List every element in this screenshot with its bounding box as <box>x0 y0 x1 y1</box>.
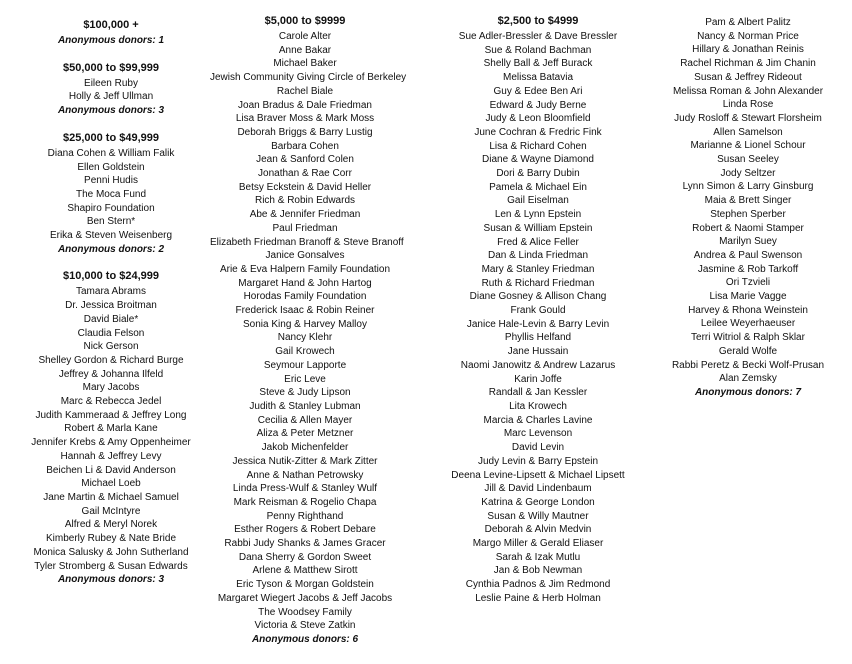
donor-name: Susan Seeley <box>717 154 779 166</box>
donor-name: Karin Joffe <box>514 373 562 385</box>
donor-name: Janice Gonsalves <box>265 250 345 262</box>
donor-name: Shapiro Foundation <box>67 202 155 214</box>
donor-name: Marc Levenson <box>503 428 573 440</box>
donor-name: Jonathan & Rae Corr <box>258 168 352 180</box>
donor-name: Susan & Willy Mautner <box>487 510 589 522</box>
donor-name: Judy Rosloff & Stewart Florsheim <box>674 112 822 124</box>
donor-name: The Woodsey Family <box>258 606 352 618</box>
donor-tier <box>662 16 834 400</box>
donor-name: Judith Kammeraad & Jeffrey Long <box>35 409 187 421</box>
donor-name: Diane & Wayne Diamond <box>482 154 594 166</box>
anonymous-donors-count: Anonymous donors: 3 <box>57 105 165 117</box>
donor-tier <box>20 269 202 586</box>
donor-name: Fred & Alice Feller <box>497 236 579 248</box>
donor-name: Allen Samelson <box>713 126 783 138</box>
donor-column-1 <box>20 18 202 600</box>
donor-name: Katrina & George London <box>481 496 595 508</box>
donor-name: Ellen Goldstein <box>77 161 145 173</box>
donor-name: Lisa Marie Vagge <box>709 291 787 303</box>
donor-name: Jean & Sanford Colen <box>256 154 354 166</box>
donor-name: Marcia & Charles Lavine <box>483 414 593 426</box>
donor-name: Marilyn Suey <box>719 236 777 248</box>
donor-name: Andrea & Paul Swenson <box>693 249 803 261</box>
donor-name: Elizabeth Friedman Branoff & Steve Branoff <box>210 236 404 248</box>
donor-name: Esther Rogers & Robert Debare <box>234 524 376 536</box>
donor-name: Eric Tyson & Morgan Goldstein <box>236 579 374 591</box>
donor-name: Linda Rose <box>722 99 774 111</box>
donor-name: Paul Friedman <box>272 222 338 234</box>
donor-name: Claudia Felson <box>77 327 145 339</box>
donor-name: Melissa Roman & John Alexander <box>672 85 824 97</box>
donor-name: Leilee Weyerhaeuser <box>700 318 796 330</box>
donor-name: Lita Krowech <box>509 400 567 412</box>
donor-name: Erika & Steven Weisenberg <box>49 230 173 242</box>
donor-name: Arie & Eva Halpern Family Foundation <box>219 263 391 275</box>
donor-name: Anne Bakar <box>278 44 332 56</box>
donor-name: Maia & Brett Singer <box>704 195 792 207</box>
tier-title: $100,000 + <box>83 19 139 31</box>
donor-name: Sue Adler-Bressler & Dave Bressler <box>458 31 618 42</box>
donor-name: Shelly Ball & Jeff Burack <box>483 58 593 70</box>
donor-name: Victoria & Steve Zatkin <box>254 620 356 632</box>
donor-name: Rachel Richman & Jim Chanin <box>680 58 816 70</box>
donor-name: David Levin <box>511 442 565 454</box>
donor-name: Eric Leve <box>284 373 326 385</box>
donor-name: Sue & Roland Bachman <box>484 44 592 56</box>
donor-name: Margo Miller & Gerald Eliaser <box>472 538 604 550</box>
donor-name: Mark Reisman & Rogelio Chapa <box>233 496 377 508</box>
donor-column-3 <box>440 14 636 619</box>
donor-name: Kimberly Rubey & Nate Bride <box>45 533 177 545</box>
donor-name: Jill & David Lindenbaum <box>484 483 592 495</box>
donor-name: Linda Press-Wulf & Stanley Wulf <box>232 483 378 495</box>
donor-name: Michael Loeb <box>81 478 141 490</box>
donor-name: Ben Stern* <box>86 216 136 228</box>
donor-name: Jeffrey & Johanna Ilfeld <box>58 368 164 380</box>
donor-name: Penny Righthand <box>266 510 344 522</box>
donor-name: Frank Gould <box>510 305 566 317</box>
donor-name: Pamela & Michael Ein <box>489 181 587 193</box>
donor-name: Gail Krowech <box>275 346 335 358</box>
donor-name: Joan Bradus & Dale Friedman <box>238 99 372 111</box>
donor-name: June Cochran & Fredric Fink <box>474 126 602 138</box>
tier-title: $50,000 to $99,999 <box>62 61 160 74</box>
donor-name: Stephen Sperber <box>710 208 786 220</box>
donor-name: Lisa & Richard Cohen <box>489 140 587 152</box>
donor-name: Steve & Judy Lipson <box>259 387 351 399</box>
donor-name: Hannah & Jeffrey Levy <box>60 450 162 462</box>
donor-name: Alan Zemsky <box>719 373 777 385</box>
donor-name: Len & Lynn Epstein <box>494 209 582 221</box>
tier-title: $5,000 to $9999 <box>264 15 346 27</box>
donor-name: Janice Hale-Levin & Barry Levin <box>466 318 610 330</box>
donor-name: Abe & Jennifer Friedman <box>249 209 361 221</box>
donor-name: Eileen Ruby <box>84 77 138 89</box>
donor-name: Naomi Janowitz & Andrew Lazarus <box>460 359 616 371</box>
donor-name: Deborah Briggs & Barry Lustig <box>237 126 373 138</box>
donor-name: Susan & William Epstein <box>483 222 593 234</box>
donor-name: Diana Cohen & William Falik <box>47 147 175 159</box>
donor-name: Jennifer Krebs & Amy Oppenheimer <box>31 437 191 449</box>
donor-name: Frederick Isaac & Robin Reiner <box>235 305 375 317</box>
donor-name: Robert & Marla Kane <box>64 423 158 435</box>
donor-name: Harvey & Rhona Weinstein <box>688 304 808 316</box>
donor-name: Gerald Wolfe <box>718 345 778 357</box>
donor-name: Carole Alter <box>278 31 332 42</box>
donor-name: Lisa Braver Moss & Mark Moss <box>235 113 375 125</box>
donor-name: David Biale* <box>83 313 139 325</box>
anonymous-donors-count: Anonymous donors: 1 <box>57 35 165 46</box>
tier-title: $25,000 to $49,999 <box>62 131 160 144</box>
anonymous-donors-count: Anonymous donors: 6 <box>251 633 359 645</box>
donor-tier <box>210 14 407 647</box>
donor-tier <box>20 61 202 118</box>
donor-name: Rabbi Judy Shanks & James Gracer <box>224 538 386 550</box>
donor-name: Dan & Linda Friedman <box>487 250 589 262</box>
donor-name: Sarah & Izak Mutlu <box>495 551 581 563</box>
donor-name: Jasmine & Rob Tarkoff <box>697 263 799 275</box>
donor-name: Judy Levin & Barry Epstein <box>477 455 599 467</box>
donor-name: Susan & Jeffrey Rideout <box>694 71 802 83</box>
donor-name: Mary & Stanley Friedman <box>481 263 595 275</box>
donor-column-4 <box>662 16 834 413</box>
donor-name: Anne & Nathan Petrowsky <box>246 469 364 481</box>
donor-name: Ori Tzvieli <box>725 277 771 289</box>
donor-name: Terri Witriol & Ralph Sklar <box>691 332 805 344</box>
donor-name: Cecilia & Allen Mayer <box>257 414 353 426</box>
donor-name: Jessica Nutik-Zitter & Mark Zitter <box>232 455 378 467</box>
donor-name: Betsy Eckstein & David Heller <box>238 181 372 193</box>
donor-name: Jewish Community Giving Circle of Berkeley <box>210 72 407 84</box>
donor-name: Barbara Cohen <box>271 140 339 152</box>
donor-name: Gail McIntyre <box>81 505 141 517</box>
donor-name: Dana Sherry & Gordon Sweet <box>238 551 372 563</box>
donor-name: Diane Gosney & Allison Chang <box>469 291 607 303</box>
donor-name: Arlene & Matthew Sirott <box>252 565 358 577</box>
donor-name: Ruth & Richard Friedman <box>481 277 595 289</box>
donor-name: Cynthia Padnos & Jim Redmond <box>465 579 611 591</box>
donor-name: Jane Martin & Michael Samuel <box>43 491 179 503</box>
anonymous-donors-count: Anonymous donors: 7 <box>694 386 802 398</box>
donor-name: Jan & Bob Newman <box>493 565 583 577</box>
donor-name: Edward & Judy Berne <box>489 99 587 111</box>
donor-name: Rabbi Peretz & Becki Wolf-Prusan <box>671 359 825 371</box>
donor-name: Mary Jacobs <box>82 382 140 394</box>
donor-name: Judy & Leon Bloomfield <box>485 113 591 125</box>
donor-name: Marc & Rebecca Jedel <box>60 396 162 408</box>
donor-name: Guy & Edee Ben Ari <box>493 85 583 97</box>
donor-name: Dori & Barry Dubin <box>496 168 580 180</box>
donor-name: Deborah & Alvin Medvin <box>484 524 592 536</box>
donor-name: Melissa Batavia <box>502 72 574 84</box>
donor-name: Michael Baker <box>273 58 337 70</box>
donor-name: Nancy & Norman Price <box>697 30 799 42</box>
donor-tier <box>440 14 636 606</box>
donor-name: Sonia King & Harvey Malloy <box>243 318 367 330</box>
donor-name: Deena Levine-Lipsett & Michael Lipsett <box>451 469 625 481</box>
tier-title: $2,500 to $4999 <box>497 15 579 27</box>
donor-name: Leslie Paine & Herb Holman <box>475 592 601 604</box>
donor-name: Alfred & Meryl Norek <box>64 519 158 531</box>
donor-name: Phyllis Helfand <box>504 332 572 344</box>
anonymous-donors-count: Anonymous donors: 2 <box>57 243 165 255</box>
donor-name: Pam & Albert Palitz <box>705 17 791 28</box>
donor-name: Judith & Stanley Lubman <box>249 400 361 412</box>
donor-name: The Moca Fund <box>75 188 147 200</box>
donor-name: Rachel Biale <box>276 85 334 97</box>
donor-name: Margaret Wiegert Jacobs & Jeff Jacobs <box>217 592 393 604</box>
donor-name: Jody Seltzer <box>720 167 776 179</box>
donor-name: Jakob Michenfelder <box>261 442 349 454</box>
donor-name: Marianne & Lionel Schour <box>690 140 806 152</box>
anonymous-donors-count: Anonymous donors: 3 <box>57 574 165 586</box>
tier-title: $10,000 to $24,999 <box>62 270 160 283</box>
donor-name: Randall & Jan Kessler <box>488 387 588 399</box>
donor-name: Tamara Abrams <box>75 286 147 298</box>
donor-name: Dr. Jessica Broitman <box>65 300 157 312</box>
donor-name: Lynn Simon & Larry Ginsburg <box>682 181 814 193</box>
donor-name: Jane Hussain <box>507 346 569 358</box>
donor-name: Gail Eiselman <box>507 195 569 207</box>
donor-name: Horodas Family Foundation <box>243 291 367 303</box>
donor-name: Penni Hudis <box>84 175 138 187</box>
donor-column-2 <box>210 14 407 660</box>
donor-name: Robert & Naomi Stamper <box>692 222 804 234</box>
donor-name: Aliza & Peter Metzner <box>256 428 354 440</box>
donor-name: Monica Salusky & John Sutherland <box>33 546 189 558</box>
donor-name: Margaret Hand & John Hartog <box>238 277 372 289</box>
donor-name: Tyler Stromberg & Susan Edwards <box>34 560 188 572</box>
donor-name: Seymour Lapporte <box>263 359 347 371</box>
donor-name: Nick Gerson <box>83 341 139 353</box>
donor-name: Holly & Jeff Ullman <box>68 91 154 103</box>
donor-name: Rich & Robin Edwards <box>254 195 356 207</box>
donor-name: Shelley Gordon & Richard Burge <box>38 354 184 366</box>
donor-name: Beichen Li & David Anderson <box>46 464 176 476</box>
donor-name: Hillary & Jonathan Reinis <box>692 44 804 56</box>
donor-tier <box>20 131 202 257</box>
donor-tier <box>20 18 202 48</box>
donor-name: Nancy Klehr <box>277 332 333 344</box>
